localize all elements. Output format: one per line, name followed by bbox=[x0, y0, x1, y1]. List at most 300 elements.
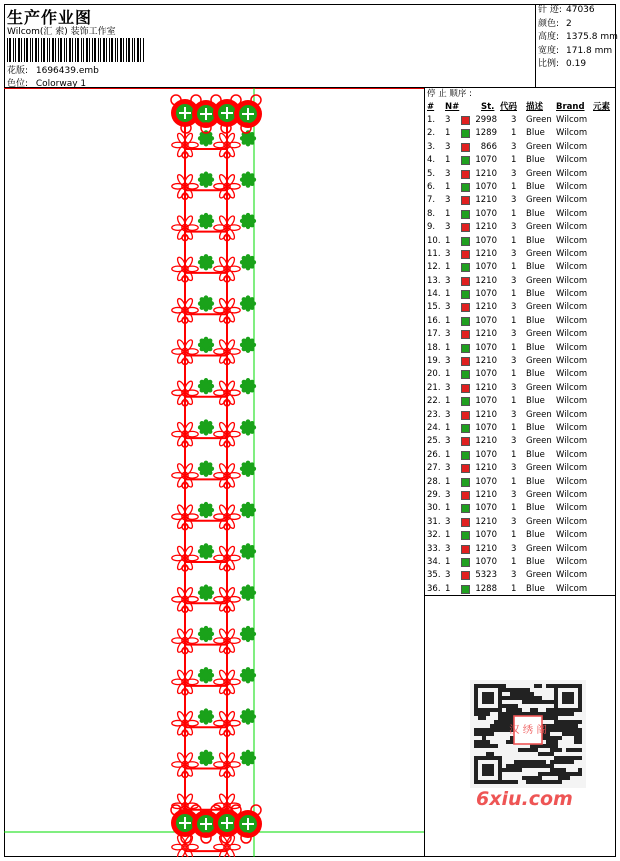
row-num: 12. bbox=[427, 262, 441, 273]
table-row bbox=[425, 301, 616, 314]
row-num: 33. bbox=[427, 543, 441, 554]
row-brand: Wilcom bbox=[556, 168, 588, 179]
row-brand: Wilcom bbox=[556, 422, 588, 433]
col-hash: # bbox=[427, 102, 435, 112]
row-stitches: 1070 bbox=[475, 208, 497, 219]
table-row bbox=[425, 194, 616, 207]
row-desc: Green bbox=[526, 436, 552, 447]
color-swatch bbox=[461, 424, 470, 433]
row-stitches: 1210 bbox=[475, 436, 497, 447]
row-num: 2. bbox=[427, 128, 436, 139]
color-swatch bbox=[461, 263, 470, 272]
row-num: 25. bbox=[427, 436, 441, 447]
row-code: 1 bbox=[511, 342, 517, 353]
color-swatch bbox=[461, 330, 470, 339]
row-brand: Wilcom bbox=[556, 449, 588, 460]
color-swatch bbox=[461, 545, 470, 554]
row-desc: Green bbox=[526, 329, 552, 340]
row-desc: Blue bbox=[526, 503, 545, 514]
table-row bbox=[425, 409, 616, 422]
row-code: 1 bbox=[511, 503, 517, 514]
table-row bbox=[425, 449, 616, 462]
row-n: 1 bbox=[445, 315, 451, 326]
row-brand: Wilcom bbox=[556, 570, 588, 581]
row-n: 1 bbox=[445, 128, 451, 139]
color-swatch bbox=[461, 397, 470, 406]
row-stitches: 1070 bbox=[475, 315, 497, 326]
row-n: 3 bbox=[445, 248, 451, 259]
table-row bbox=[425, 168, 616, 181]
row-brand: Wilcom bbox=[556, 141, 588, 152]
row-code: 1 bbox=[511, 369, 517, 380]
color-swatch bbox=[461, 504, 470, 513]
row-code: 1 bbox=[511, 155, 517, 166]
color-swatch bbox=[461, 571, 470, 580]
row-n: 3 bbox=[445, 516, 451, 527]
row-n: 1 bbox=[445, 208, 451, 219]
row-num: 27. bbox=[427, 463, 441, 474]
row-code: 1 bbox=[511, 422, 517, 433]
row-desc: Green bbox=[526, 302, 552, 313]
row-code: 3 bbox=[511, 195, 517, 206]
row-brand: Wilcom bbox=[556, 329, 588, 340]
header-panel bbox=[4, 4, 536, 88]
row-brand: Wilcom bbox=[556, 476, 588, 487]
row-num: 15. bbox=[427, 302, 441, 313]
row-stitches: 1070 bbox=[475, 449, 497, 460]
row-brand: Wilcom bbox=[556, 369, 588, 380]
row-stitches: 1289 bbox=[475, 128, 497, 139]
color-swatch bbox=[461, 558, 470, 567]
row-num: 6. bbox=[427, 181, 436, 192]
row-stitches: 1070 bbox=[475, 503, 497, 514]
table-row bbox=[425, 489, 616, 502]
row-stitches: 1210 bbox=[475, 248, 497, 259]
row-code: 3 bbox=[511, 329, 517, 340]
row-code: 3 bbox=[511, 275, 517, 286]
row-desc: Blue bbox=[526, 530, 545, 541]
row-n: 3 bbox=[445, 463, 451, 474]
table-row bbox=[425, 127, 616, 140]
row-brand: Wilcom bbox=[556, 516, 588, 527]
row-n: 1 bbox=[445, 262, 451, 273]
row-stitches: 1288 bbox=[475, 583, 497, 594]
color-swatch bbox=[461, 344, 470, 353]
row-n: 3 bbox=[445, 543, 451, 554]
row-num: 11. bbox=[427, 248, 441, 259]
row-brand: Wilcom bbox=[556, 356, 588, 367]
row-code: 3 bbox=[511, 248, 517, 259]
row-n: 1 bbox=[445, 342, 451, 353]
row-num: 4. bbox=[427, 155, 436, 166]
stat-width: 宽度: 171.8 mm bbox=[538, 45, 613, 56]
color-swatch bbox=[461, 531, 470, 540]
table-row bbox=[425, 422, 616, 435]
color-swatch bbox=[461, 491, 470, 500]
row-num: 32. bbox=[427, 530, 441, 541]
color-swatch bbox=[461, 384, 470, 393]
design-preview bbox=[4, 88, 425, 857]
row-code: 1 bbox=[511, 556, 517, 567]
stat-height: 高度: 1375.8 mm bbox=[538, 32, 618, 42]
row-stitches: 1210 bbox=[475, 168, 497, 179]
row-code: 1 bbox=[511, 449, 517, 460]
row-num: 7. bbox=[427, 195, 436, 206]
stats-panel bbox=[536, 4, 616, 88]
row-brand: Wilcom bbox=[556, 463, 588, 474]
row-n: 3 bbox=[445, 436, 451, 447]
row-brand: Wilcom bbox=[556, 436, 588, 447]
row-num: 1. bbox=[427, 115, 436, 125]
colorway-value: Colorway 1 bbox=[35, 79, 87, 89]
row-brand: Wilcom bbox=[556, 382, 588, 393]
col-desc: 描述 bbox=[526, 102, 544, 112]
row-code: 3 bbox=[511, 436, 517, 447]
row-n: 3 bbox=[445, 570, 451, 581]
row-stitches: 1070 bbox=[475, 396, 497, 407]
row-stitches: 1070 bbox=[475, 181, 497, 192]
row-code: 3 bbox=[511, 570, 517, 581]
color-swatch bbox=[461, 451, 470, 460]
row-code: 1 bbox=[511, 208, 517, 219]
col-brand: Brand bbox=[556, 102, 585, 112]
row-n: 1 bbox=[445, 422, 451, 433]
color-swatch bbox=[461, 437, 470, 446]
row-desc: Blue bbox=[526, 315, 545, 326]
row-stitches: 1070 bbox=[475, 556, 497, 567]
color-swatch bbox=[461, 210, 470, 219]
row-desc: Green bbox=[526, 463, 552, 474]
row-n: 3 bbox=[445, 195, 451, 206]
table-row bbox=[425, 275, 616, 288]
row-stitches: 5323 bbox=[475, 570, 497, 581]
row-code: 3 bbox=[511, 489, 517, 500]
row-n: 3 bbox=[445, 168, 451, 179]
row-code: 3 bbox=[511, 382, 517, 393]
row-brand: Wilcom bbox=[556, 235, 588, 246]
watermark-text: 6xiu.com bbox=[476, 788, 573, 810]
row-code: 1 bbox=[511, 262, 517, 273]
table-row bbox=[425, 154, 616, 167]
row-num: 29. bbox=[427, 489, 441, 500]
row-n: 3 bbox=[445, 409, 451, 420]
design-file-row bbox=[7, 63, 99, 76]
row-code: 3 bbox=[511, 222, 517, 233]
row-code: 1 bbox=[511, 476, 517, 487]
row-brand: Wilcom bbox=[556, 222, 588, 233]
color-swatch bbox=[461, 370, 470, 379]
row-stitches: 1210 bbox=[475, 195, 497, 206]
row-desc: Green bbox=[526, 382, 552, 393]
row-brand: Wilcom bbox=[556, 543, 588, 554]
row-n: 1 bbox=[445, 396, 451, 407]
row-brand: Wilcom bbox=[556, 489, 588, 500]
row-n: 3 bbox=[445, 489, 451, 500]
row-num: 36. bbox=[427, 583, 441, 594]
row-code: 3 bbox=[511, 356, 517, 367]
table-row bbox=[425, 569, 616, 582]
row-desc: Blue bbox=[526, 476, 545, 487]
row-desc: Green bbox=[526, 115, 552, 125]
row-desc: Green bbox=[526, 168, 552, 179]
row-brand: Wilcom bbox=[556, 530, 588, 541]
row-code: 3 bbox=[511, 463, 517, 474]
embroidery-design bbox=[4, 88, 425, 857]
row-code: 1 bbox=[511, 235, 517, 246]
row-num: 28. bbox=[427, 476, 441, 487]
row-num: 14. bbox=[427, 289, 441, 300]
row-desc: Blue bbox=[526, 128, 545, 139]
row-brand: Wilcom bbox=[556, 302, 588, 313]
row-brand: Wilcom bbox=[556, 128, 588, 139]
design-file-value: 1696439.emb bbox=[35, 66, 99, 76]
row-desc: Green bbox=[526, 570, 552, 581]
design-file-label: 花版: bbox=[7, 66, 29, 76]
row-code: 1 bbox=[511, 396, 517, 407]
row-stitches: 1210 bbox=[475, 516, 497, 527]
embroidery-pattern bbox=[171, 95, 262, 857]
row-brand: Wilcom bbox=[556, 115, 588, 125]
row-desc: Green bbox=[526, 248, 552, 259]
row-stitches: 866 bbox=[480, 141, 497, 152]
row-desc: Blue bbox=[526, 396, 545, 407]
row-stitches: 1210 bbox=[475, 302, 497, 313]
color-swatch bbox=[461, 143, 470, 152]
row-stitches: 1210 bbox=[475, 356, 497, 367]
table-row bbox=[425, 248, 616, 261]
col-n: N# bbox=[445, 102, 460, 112]
color-swatch bbox=[461, 237, 470, 246]
row-num: 35. bbox=[427, 570, 441, 581]
row-stitches: 1210 bbox=[475, 222, 497, 233]
row-brand: Wilcom bbox=[556, 155, 588, 166]
table-row bbox=[425, 529, 616, 542]
table-row bbox=[425, 315, 616, 328]
table-row bbox=[425, 355, 616, 368]
row-desc: Green bbox=[526, 516, 552, 527]
color-swatch bbox=[461, 116, 470, 125]
row-num: 16. bbox=[427, 315, 441, 326]
table-row bbox=[425, 502, 616, 515]
row-n: 1 bbox=[445, 155, 451, 166]
row-brand: Wilcom bbox=[556, 315, 588, 326]
col-st: St. bbox=[481, 102, 495, 112]
row-n: 3 bbox=[445, 356, 451, 367]
color-swatch bbox=[461, 585, 470, 594]
table-row bbox=[425, 368, 616, 381]
stop-sequence-panel bbox=[425, 88, 616, 596]
row-brand: Wilcom bbox=[556, 409, 588, 420]
row-num: 17. bbox=[427, 329, 441, 340]
row-n: 1 bbox=[445, 449, 451, 460]
row-num: 21. bbox=[427, 382, 441, 393]
row-brand: Wilcom bbox=[556, 195, 588, 206]
row-n: 3 bbox=[445, 141, 451, 152]
row-stitches: 1210 bbox=[475, 489, 497, 500]
row-n: 1 bbox=[445, 583, 451, 594]
row-num: 5. bbox=[427, 168, 436, 179]
stat-scale: 比例: 0.19 bbox=[538, 59, 587, 69]
color-swatch bbox=[461, 183, 470, 192]
row-stitches: 1070 bbox=[475, 530, 497, 541]
row-desc: Green bbox=[526, 409, 552, 420]
row-code: 1 bbox=[511, 530, 517, 541]
row-desc: Green bbox=[526, 489, 552, 500]
row-n: 3 bbox=[445, 275, 451, 286]
row-n: 3 bbox=[445, 329, 451, 340]
row-desc: Blue bbox=[526, 583, 545, 594]
row-brand: Wilcom bbox=[556, 248, 588, 259]
row-num: 9. bbox=[427, 222, 436, 233]
row-n: 1 bbox=[445, 476, 451, 487]
stop-sequence-header bbox=[425, 101, 616, 114]
color-swatch bbox=[461, 223, 470, 232]
row-stitches: 1210 bbox=[475, 463, 497, 474]
row-n: 1 bbox=[445, 530, 451, 541]
row-num: 24. bbox=[427, 422, 441, 433]
row-num: 30. bbox=[427, 503, 441, 514]
row-desc: Blue bbox=[526, 262, 545, 273]
row-stitches: 1070 bbox=[475, 235, 497, 246]
row-brand: Wilcom bbox=[556, 503, 588, 514]
table-row bbox=[425, 435, 616, 448]
table-row bbox=[425, 288, 616, 301]
row-num: 19. bbox=[427, 356, 441, 367]
row-stitches: 1070 bbox=[475, 289, 497, 300]
row-stitches: 1070 bbox=[475, 369, 497, 380]
row-code: 3 bbox=[511, 302, 517, 313]
qr-logo-text: 汉 绣 阁 bbox=[509, 724, 547, 737]
row-desc: Blue bbox=[526, 181, 545, 192]
row-stitches: 1210 bbox=[475, 543, 497, 554]
row-stitches: 2998 bbox=[475, 115, 497, 125]
row-num: 3. bbox=[427, 141, 436, 152]
table-row bbox=[425, 114, 616, 127]
row-desc: Blue bbox=[526, 289, 545, 300]
row-code: 1 bbox=[511, 289, 517, 300]
stop-sequence-rows bbox=[425, 114, 616, 596]
color-swatch bbox=[461, 464, 470, 473]
row-stitches: 1070 bbox=[475, 262, 497, 273]
row-code: 3 bbox=[511, 115, 517, 125]
table-row bbox=[425, 583, 616, 596]
table-row bbox=[425, 543, 616, 556]
row-desc: Green bbox=[526, 275, 552, 286]
row-desc: Green bbox=[526, 356, 552, 367]
row-n: 3 bbox=[445, 302, 451, 313]
color-swatch bbox=[461, 170, 470, 179]
row-stitches: 1070 bbox=[475, 155, 497, 166]
color-swatch bbox=[461, 290, 470, 299]
color-swatch bbox=[461, 518, 470, 527]
row-n: 3 bbox=[445, 382, 451, 393]
qr-code bbox=[470, 680, 586, 788]
table-row bbox=[425, 235, 616, 248]
row-n: 3 bbox=[445, 115, 451, 125]
row-num: 31. bbox=[427, 516, 441, 527]
col-elem: 元素 bbox=[593, 102, 611, 112]
row-desc: Blue bbox=[526, 155, 545, 166]
color-swatch bbox=[461, 250, 470, 259]
studio-name: Wilcom(汇 索) 装饰工作室 bbox=[7, 27, 116, 37]
row-num: 26. bbox=[427, 449, 441, 460]
color-swatch bbox=[461, 317, 470, 326]
row-stitches: 1210 bbox=[475, 329, 497, 340]
row-num: 22. bbox=[427, 396, 441, 407]
table-row bbox=[425, 342, 616, 355]
row-desc: Blue bbox=[526, 235, 545, 246]
row-desc: Blue bbox=[526, 208, 545, 219]
watermark bbox=[470, 680, 586, 815]
row-num: 8. bbox=[427, 208, 436, 219]
row-code: 3 bbox=[511, 141, 517, 152]
row-code: 1 bbox=[511, 181, 517, 192]
row-n: 1 bbox=[445, 556, 451, 567]
table-row bbox=[425, 208, 616, 221]
row-code: 1 bbox=[511, 583, 517, 594]
row-brand: Wilcom bbox=[556, 556, 588, 567]
row-code: 1 bbox=[511, 315, 517, 326]
color-swatch bbox=[461, 478, 470, 487]
col-code: 代码 bbox=[500, 102, 518, 112]
table-row bbox=[425, 462, 616, 475]
table-row bbox=[425, 476, 616, 489]
color-swatch bbox=[461, 357, 470, 366]
row-n: 1 bbox=[445, 235, 451, 246]
table-row bbox=[425, 395, 616, 408]
row-desc: Green bbox=[526, 543, 552, 554]
row-brand: Wilcom bbox=[556, 208, 588, 219]
row-n: 1 bbox=[445, 289, 451, 300]
row-n: 1 bbox=[445, 369, 451, 380]
row-stitches: 1070 bbox=[475, 342, 497, 353]
row-brand: Wilcom bbox=[556, 181, 588, 192]
table-row bbox=[425, 328, 616, 341]
row-n: 1 bbox=[445, 181, 451, 192]
row-stitches: 1070 bbox=[475, 422, 497, 433]
row-brand: Wilcom bbox=[556, 289, 588, 300]
table-row bbox=[425, 141, 616, 154]
row-num: 13. bbox=[427, 275, 441, 286]
colorway-label: 色位: bbox=[7, 79, 29, 89]
stop-sequence-title: 停 止 顺序 : bbox=[427, 89, 472, 99]
color-swatch bbox=[461, 303, 470, 312]
row-stitches: 1210 bbox=[475, 275, 497, 286]
row-brand: Wilcom bbox=[556, 583, 588, 594]
barcode bbox=[7, 38, 147, 62]
row-desc: Blue bbox=[526, 342, 545, 353]
row-desc: Blue bbox=[526, 556, 545, 567]
color-swatch bbox=[461, 156, 470, 165]
table-row bbox=[425, 556, 616, 569]
stat-stitches: 针 迹: 47036 bbox=[538, 5, 595, 15]
row-code: 3 bbox=[511, 168, 517, 179]
row-stitches: 1070 bbox=[475, 476, 497, 487]
stat-colors: 颜色: 2 bbox=[538, 18, 572, 29]
table-row bbox=[425, 382, 616, 395]
page-title: 生产作业图 bbox=[7, 8, 93, 27]
row-brand: Wilcom bbox=[556, 262, 588, 273]
table-row bbox=[425, 181, 616, 194]
row-num: 20. bbox=[427, 369, 441, 380]
row-num: 23. bbox=[427, 409, 441, 420]
row-brand: Wilcom bbox=[556, 342, 588, 353]
table-row bbox=[425, 516, 616, 529]
row-desc: Green bbox=[526, 222, 552, 233]
color-swatch bbox=[461, 196, 470, 205]
color-swatch bbox=[461, 129, 470, 138]
row-num: 10. bbox=[427, 235, 441, 246]
